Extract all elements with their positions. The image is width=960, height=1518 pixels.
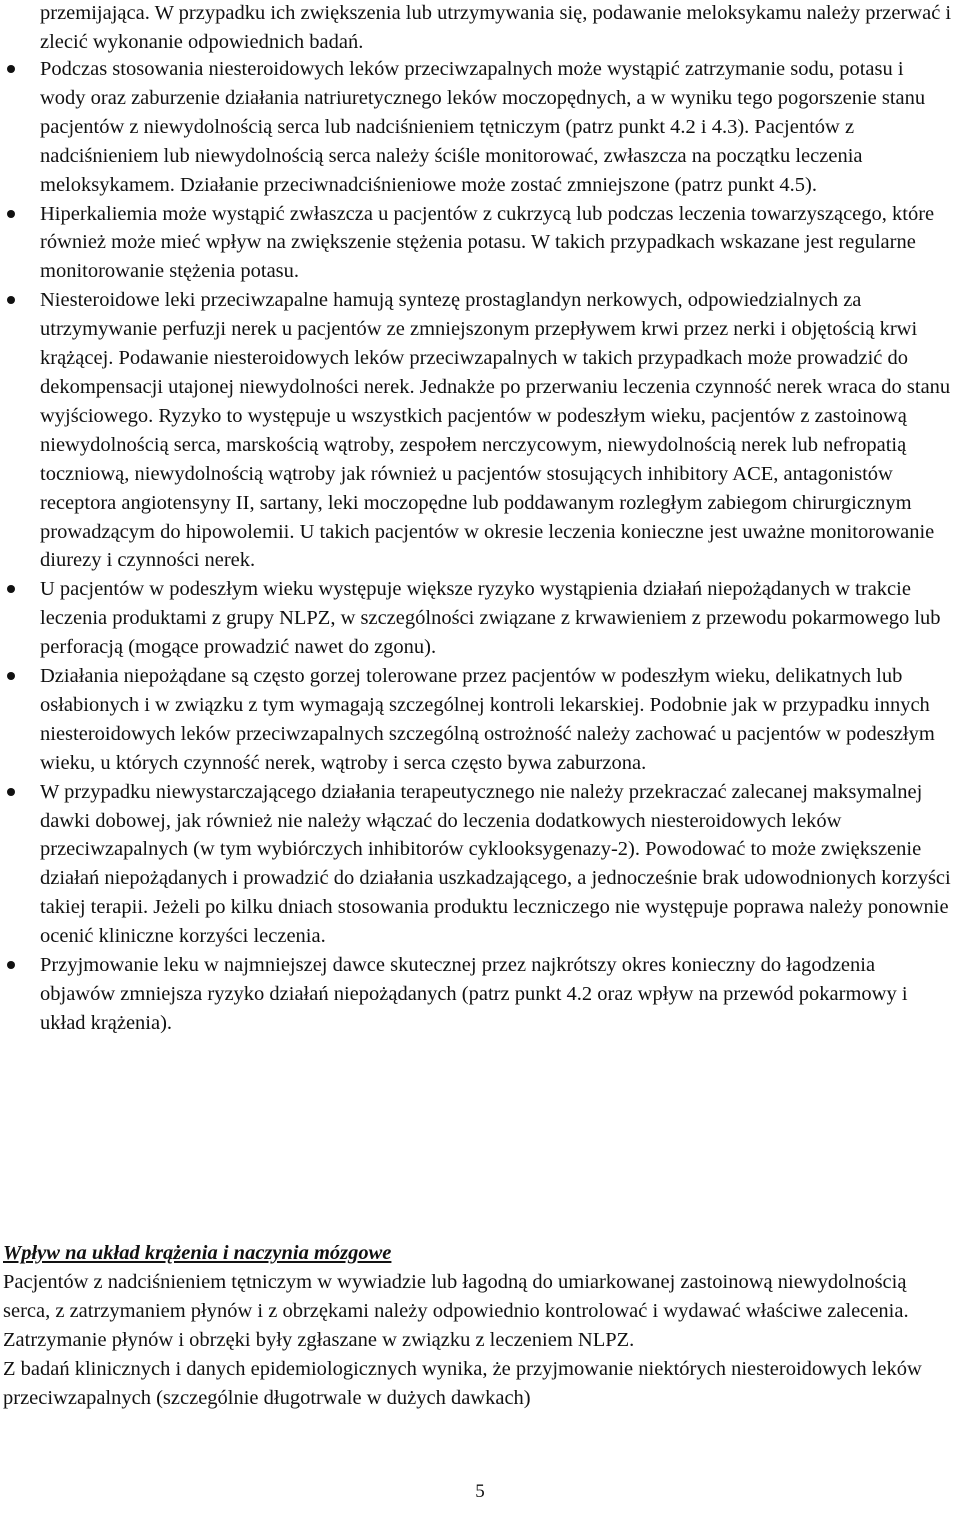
bullet-item-hyperkalemia: [0, 200, 960, 287]
precautions-bullet-list: [0, 55, 960, 1038]
bullet-text: Podczas stosowania niesteroidowych leków przeciwzapalnych może wystąpić zatrzymanie sodu, potasu i wody oraz zaburzenie działania natriuretycznego leków moczopędnych, a w wyniku tego pogorszenie stanu pacjentów z niewydolnością serca lub nadciśnieniem tętniczym (patrz punkt 4.2 i 4.3). Pacjentów z nadciśnieniem lub niewydolnością serca należy ściśle monitorować, zwłaszcza na początku leczenia meloksykamem. Działanie przeciwnadciśnieniowe może zostać zmniejszone (patrz punkt 4.5).: [40, 58, 926, 196]
bullet-text: Niesteroidowe leki przeciwzapalne hamują syntezę prostaglandyn nerkowych, odpowiedzialnych za utrzymywanie perfuzji nerek u pacjentów ze zmniejszonym przepływem krwi przez nerki i objętością krwi krążącej. Podawanie niesteroidowych leków przeciwzapalnych w takich przypadkach może prowadzić do dekompensacji utajonej niewydolności nerek. Jednakże po przerwaniu leczenia czynność nerek wraca do stanu wyjściowego. Ryzyko to występuje u wszystkich pacjentów w podeszłym wieku, pacjentów z zastoinową niewydolnością serca, marskością wątroby, zespołem nerczycowym, niewydolnością nerek lub nefropatią toczniową, niewydolnością wątroby jak również u pacjentów stosujących inhibitory ACE, antagonistów receptora angiotensyny II, sartany, leki moczopędne lub poddawanym rozległym zabiegom chirurgicznym prowadzącym do hipowolemii. U takich pacjentów w okresie leczenia konieczne jest uważne monitorowanie diurezy i czynności nerek.: [40, 289, 951, 572]
bullet-item-max-dose: [0, 778, 960, 951]
page-number: 5: [475, 1481, 485, 1502]
bullet-icon: [7, 672, 15, 680]
bullet-item-elderly-tolerance: [0, 662, 960, 778]
section-paragraph: Pacjentów z nadciśnieniem tętniczym w wywiadzie lub łagodną do umiarkowanej zastoinową niewydolnością serca, z zatrzymaniem płynów i z obrzękami należy odpowiednio kontrolować i wydawać właściwe zalecenia. Zatrzymanie płynów i obrzęki były zgłaszane w związku z leczeniem NLPZ.: [3, 1270, 909, 1351]
section-paragraph: Z badań klinicznych i danych epidemiologicznych wynika, że przyjmowanie niektórych niesteroidowych leków przeciwzapalnych (szczególnie długotrwale w dużych dawkach): [3, 1357, 922, 1409]
section-heading: Wpływ na układ krążenia i naczynia mózgowe: [3, 1242, 392, 1264]
bullet-icon: [7, 210, 15, 218]
cardiovascular-section: [3, 1239, 958, 1412]
bullet-text: Działania niepożądane są często gorzej tolerowane przez pacjentów w podeszłym wieku, delikatnych lub osłabionych i w związku z tym wymagają szczególnej kontroli lekarskiej. Podobnie jak w przypadku innych niesteroidowych leków przeciwzapalnych szczególną ostrożność należy zachować u pacjentów w podeszłym wieku, u których czynność nerek, wątroby i serca często bywa zaburzona.: [40, 665, 935, 774]
bullet-item-lowest-dose: [0, 951, 960, 1038]
bullet-item-renal-prostaglandins: [0, 286, 960, 575]
bullet-icon: [7, 961, 15, 969]
bullet-icon: [7, 65, 15, 73]
bullet-icon: [7, 788, 15, 796]
bullet-text: U pacjentów w podeszłym wieku występuje większe ryzyko wystąpienia działań niepożądanych w trakcie leczenia produktami z grupy NLPZ, w szczególności związane z krwawieniem z przewodu pokarmowego lub perforacją (mogące prowadzić nawet do zgonu).: [40, 578, 941, 659]
bullet-item-fluid-retention: [0, 55, 960, 200]
bullet-icon: [7, 296, 15, 304]
bullet-text: Hiperkaliemia może wystąpić zwłaszcza u pacjentów z cukrzycą lub podczas leczenia towarzyszącego, które również może mieć wpływ na zwiększenie stężenia potasu. W takich przypadkach wskazane jest regularne monitorowanie stężenia potasu.: [40, 202, 935, 283]
intro-paragraph-fragment: przemijająca. W przypadku ich zwiększenia lub utrzymywania się, podawanie meloksykamu należy przerwać i zlecić wykonanie odpowiednich badań.: [40, 2, 952, 53]
bullet-icon: [7, 585, 15, 593]
bullet-text: Przyjmowanie leku w najmniejszej dawce skutecznej przez najkrótszy okres konieczny do łagodzenia objawów zmniejsza ryzyko działań niepożądanych (patrz punkt 4.2 oraz wpływ na przewód pokarmowy i układ krążenia).: [40, 954, 908, 1034]
bullet-item-elderly-risk: [0, 575, 960, 662]
bullet-text: W przypadku niewystarczającego działania terapeutycznego nie należy przekraczać zalecanej maksymalnej dawki dobowej, jak również nie należy włączać do leczenia dodatkowych niesteroidowych leków przeciwzapalnych (w tym wybiórczych inhibitorów cyklooksygenazy-2). Powodować to może zwiększenie działań niepożądanych i prowadzić do działania uszkadzającego, a jednocześnie brak udowodnionych korzyści takiej terapii. Jeżeli po kilku dniach stosowania produktu leczniczego nie występuje poprawa należy ponownie ocenić kliniczne korzyści leczenia.: [40, 780, 951, 948]
